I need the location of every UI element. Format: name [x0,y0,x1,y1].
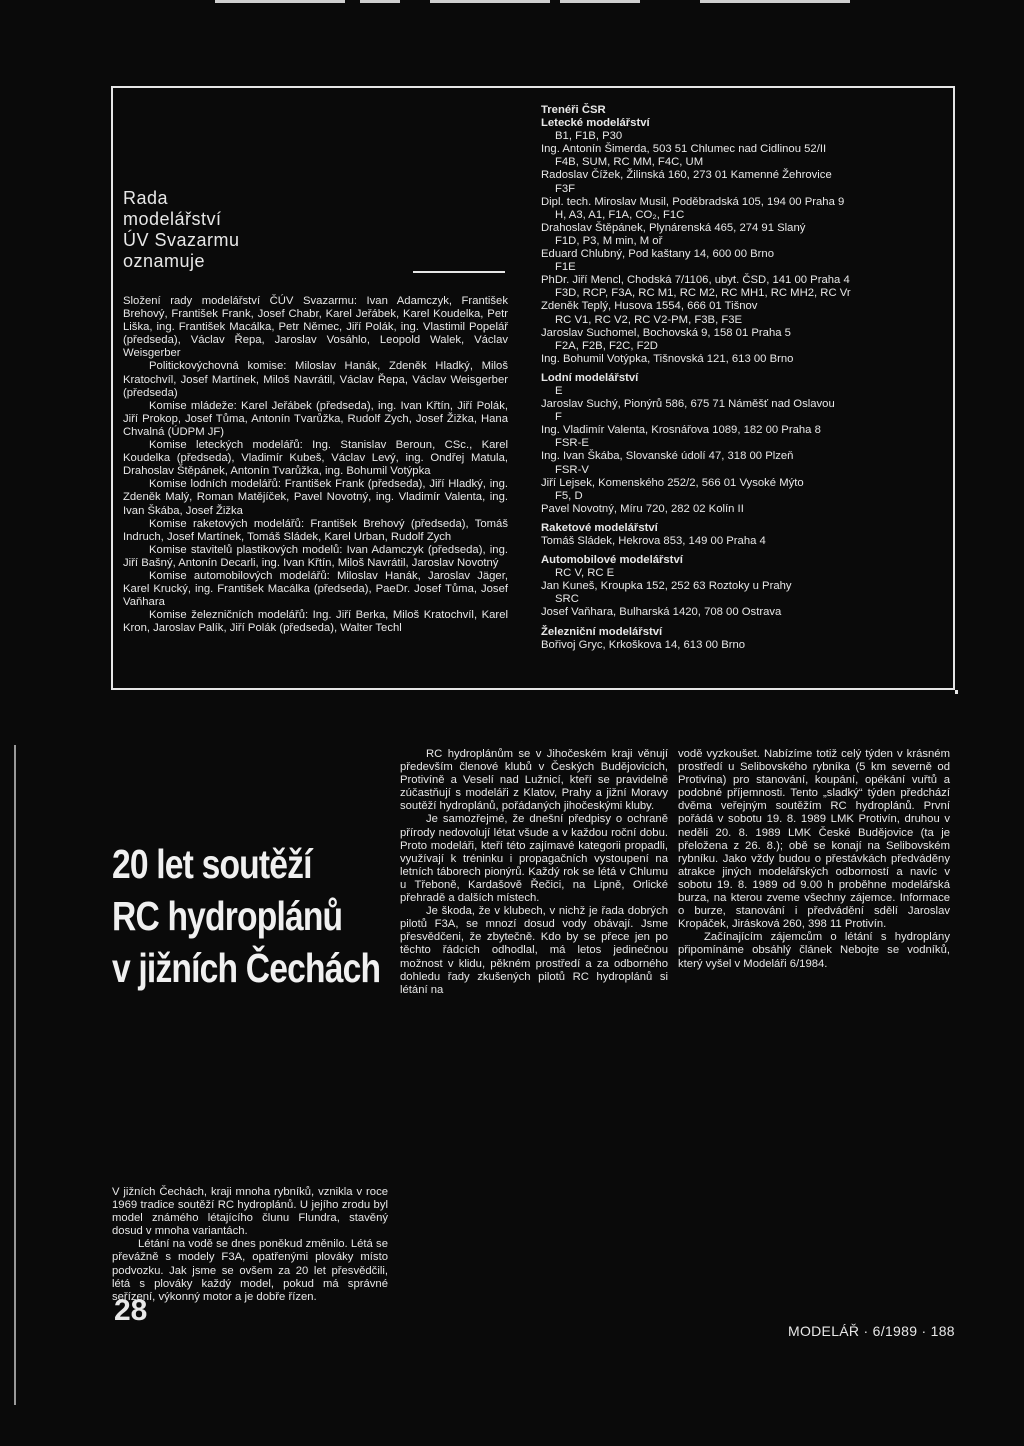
box-corner [955,690,958,694]
notice-heading-line: Rada [123,188,169,208]
trainer-address: Ing. Antonín Šimerda, 503 51 Chlumec nad Cidlinou 52/II [541,143,827,156]
category-line: F [555,411,562,424]
paragraph: Politickovýchovná komise: Miloslav Hanák, Zdeněk Hladký, Miloš Kratochvíl, Josef Martínek, Miloš Navrátil, Václav Řepa, Václav Weisgerber (předseda) [123,360,508,399]
category-line: SRC [555,593,579,606]
category-line: F3D, RCP, F3A, RC M1, RC M2, RC MH1, RC MH2, RC Vr [555,287,851,300]
notice-heading-line: modelářství [123,209,222,229]
notice-heading-line: ÚV Svazarmu [123,230,240,250]
category-line: F2A, F2B, F2C, F2D [555,339,658,352]
heading-rule [413,271,505,273]
trainer-address: Ing. Vladimír Valenta, Krosnářova 1089, 182 00 Praha 8 [541,424,821,437]
category-line: RC V, RC E [555,567,615,580]
category-line: F4B, SUM, RC MM, F4C, UM [555,156,704,169]
trainer-address: Josef Vaňhara, Bulharská 1420, 708 00 Ostrava [541,606,782,619]
notice-heading [123,188,507,272]
category-line: H, A3, A1, F1A, CO₂, F1C [555,208,685,221]
magazine-footer: MODELÁŘ · 6/1989 · 188 [788,1323,955,1339]
trainer-address: Tomáš Sládek, Hekrova 853, 149 00 Praha 4 [541,535,766,547]
trainer-address: Ing. Ivan Škába, Slovanské údolí 47, 318 00 Plzeň [541,450,794,463]
trainer-address: Eduard Chlubný, Pod kaštany 14, 600 00 Brno [541,248,774,261]
paragraph: V jižních Čechách, kraji mnoha rybníků, vznikla v roce 1969 tradice soutěží RC hydroplánů. U jejího zrodu byl model známého létajícího člunu Flundra, stavěný dosud v mnoha variantách. [112,1186,388,1238]
trainer-address: Jiří Lejsek, Komenského 252/2, 566 01 Vysoké Mýto [541,476,804,489]
paragraph: vodě vyzkoušet. Nabízíme totiž celý týden v krásném prostředí u Selibovského rybníka (5 km severně od Protivína) pro stanování, koupání, opékání vuřtů a podobné příjemnosti. Tento „sladký“ týden předchází dvěma veřejným soutěžím RC hydroplánů. První pořádá v sobotu 19. 8. 1989 LMK Protivín, druhou v neděli 20. 8. 1989 LMK České Budějovice (ta je přeložena z 26. 8.); obě se konají na Selibovském rybníku. Jako vždy budou o přestávkách předváděny atrakce jiných modelářských odborností a navíc v sobotu 19. 8. 1989 od 9.00 h proběhne modelářská burza, na kterou zveme všechny zájemce. Informace o burze, stanování i předvádění sdělí Jaroslav Kropáček, Jirásková 260, 398 11 Protivín. [678,748,950,931]
notice-council-text [123,295,508,635]
article-title-line: RC hydroplánů [112,893,343,939]
section-heading: Trenéři ČSR [541,104,606,116]
paragraph: Komise lodních modelářů: František Frank (předseda), Jiří Hladký, ing. Zdeněk Malý, Roman Matějíček, Pavel Novotný, ing. Vladimír Valenta, ing. Ivan Škába, Josef Žižka [123,478,508,517]
paragraph: Složení rady modelářství ČÚV Svazarmu: Ivan Adamczyk, František Brehový, František Frank, Josef Chabr, Karel Jeřábek, Karel Koudelka, Petr Liška, ing. František Macálka, Petr Němec, Jiří Polák, ing. Vlastimil Popelář (předseda), Václav Řepa, Jaroslav Vosáhlo, Leopold Walek, Václav Weisgerber [123,295,508,360]
paragraph: Komise automobilových modelářů: Miloslav Hanák, Jaroslav Jäger, Karel Krucký, ing. František Macálka (předseda), PaeDr. Josef Tůma, Josef Vaňhara [123,569,508,609]
category-line: F5, D [555,489,583,502]
category-line: FSR-V [555,463,589,476]
paragraph: Komise stavitelů plastikových modelů: Ivan Adamczyk (předseda), ing. Jiří Bašný, Antonín Decarli, ing. Ivan Křtín, Miloš Navrátil, Jaroslav Novotný [123,543,508,569]
paragraph: Komise železničních modelářů: Ing. Jiří Berka, Miloš Kratochvíl, Karel Kron, Jaroslav Palík, Jiří Polák (předseda), Walter Techl [123,609,508,635]
category-line: RC V1, RC V2, RC V2-PM, F3B, F3E [555,313,743,326]
category-line: F1D, P3, M min, M oř [555,234,663,247]
trainer-address: Jan Kuneš, Kroupka 152, 252 63 Roztoky u Prahy [541,580,792,593]
category-line: FSR-E [555,437,589,450]
trainer-address: Bořivoj Gryc, Krkoškova 14, 613 00 Brno [541,638,746,651]
article-column-1 [112,1186,388,1304]
trainer-address: Zdeněk Teplý, Husova 1554, 666 01 Tišnov [541,300,758,313]
paragraph: Začínajícím zájemcům o létání s hydroplány připomínáme obsáhlý článek Nebojte se vodníků, který vyšel v Modeláři 6/1984. [678,931,950,970]
section-heading: Železniční modelářství [541,625,663,638]
article-title-line: 20 let soutěží [112,841,312,887]
trainer-address: Dipl. tech. Miroslav Musil, Poděbradská 105, 194 00 Praha 9 [541,195,845,208]
notice-heading-line: oznamuje [123,251,206,271]
paragraph: Létání na vodě se dnes poněkud změnilo. Létá se převážně s modely F3A, opatřenými plováky místo podvozku. Jak jsme se ovšem za 20 let přesvědčili, létá s plováky každý model, pokud má správné seřízení, výkonný motor a je dobře řízen. [112,1238,388,1303]
trainer-address: Ing. Bohumil Votýpka, Tišnovská 121, 613 00 Brno [541,352,794,365]
trainer-address: Radoslav Čížek, Žilinská 160, 273 01 Kamenné Žehrovice [541,169,832,182]
category-line: B1, F1B, P30 [555,130,623,143]
section-heading: Lodní modelářství [541,371,639,384]
paragraph: RC hydroplánům se v Jihočeském kraji věnují především členové klubů v Českých Budějovicích, Protivíně a Veselí nad Lužnicí, kteří se pravidelně zúčastňují s modeláři z Klatov, Prahy a jižní Moravy soutěží hydroplánů, pořádaných jihočeskými kluby. [400,748,668,813]
trainer-address: Pavel Novotný, Míru 720, 282 02 Kolín II [541,502,744,515]
trainers-list [541,104,947,652]
top-rule [0,0,1024,4]
paragraph: Je samozřejmé, že dnešní předpisy o ochraně přírody nedovolují létat všude a v každou roční dobu. Proto modeláři, kteří této zajímavé kategorii propadli, využívají k tréninku i propagačních vystoupení na letních táborech pionýrů. Každý rok se létá v Chlumu u Třeboně, Kardašově Řečici, na Lipně, Orlické přehradě a dalších místech. [400,813,668,905]
article-column-3 [678,748,950,971]
paragraph: Komise raketových modelářů: František Brehový (předseda), Tomáš Indruch, Josef Martínek, Tomáš Sládek, Karel Urban, Rudolf Zych [123,517,508,543]
section-heading: Letecké modelářství [541,117,650,130]
category-line: E [555,384,563,397]
side-rule [14,745,16,1405]
paragraph: Je škoda, že v klubech, v nichž je řada dobrých pilotů F3A, se mnozí dosud vody obávají. Jsme přesvědčeni, že zbytečně. Kdo by se přece jen po těchto řádcích odhodlal, má letos jedinečnou možnost v klidu, pěkném prostředí a za odborného dohledu řady zkušených pilotů RC hydroplánů si létání na [400,905,668,996]
notice-box [111,86,955,690]
trainer-address: Drahoslav Štěpánek, Plynárenská 465, 274 91 Slaný [541,221,806,234]
page-number: 28 [114,1294,148,1327]
section-heading: Raketové modelářství [541,521,658,534]
trainer-address: Jaroslav Suchý, Pionýrů 586, 675 71 Náměšť nad Oslavou [541,398,835,411]
article-title [112,838,381,994]
category-line: F1E [555,261,576,274]
article-column-2 [400,748,668,997]
paragraph: Komise mládeže: Karel Jeřábek (předseda), ing. Ivan Křtín, Jiří Polák, Jiří Prokop, Josef Tůma, Antonín Tvarůžka, Rudolf Zych, Josef Žižka, Hana Chvalná (ÚDPM JF) [123,399,508,438]
paragraph: Komise leteckých modelářů: Ing. Stanislav Beroun, CSc., Karel Koudelka (předseda), Vladimír Kubeš, Václav Levý, ing. Ondřej Matula, Drahoslav Štěpánek, Antonín Tvarůžka, ing. Bohumil Votýpka [123,439,508,478]
category-line: F3F [555,182,576,195]
trainer-address: PhDr. Jiří Mencl, Chodská 7/1106, ubyt. ČSD, 141 00 Praha 4 [541,274,850,287]
article-title-line: v jižních Čechách [112,945,381,991]
trainer-address: Jaroslav Suchomel, Bochovská 9, 158 01 Praha 5 [541,326,791,339]
section-heading: Automobilové modelářství [541,554,683,567]
